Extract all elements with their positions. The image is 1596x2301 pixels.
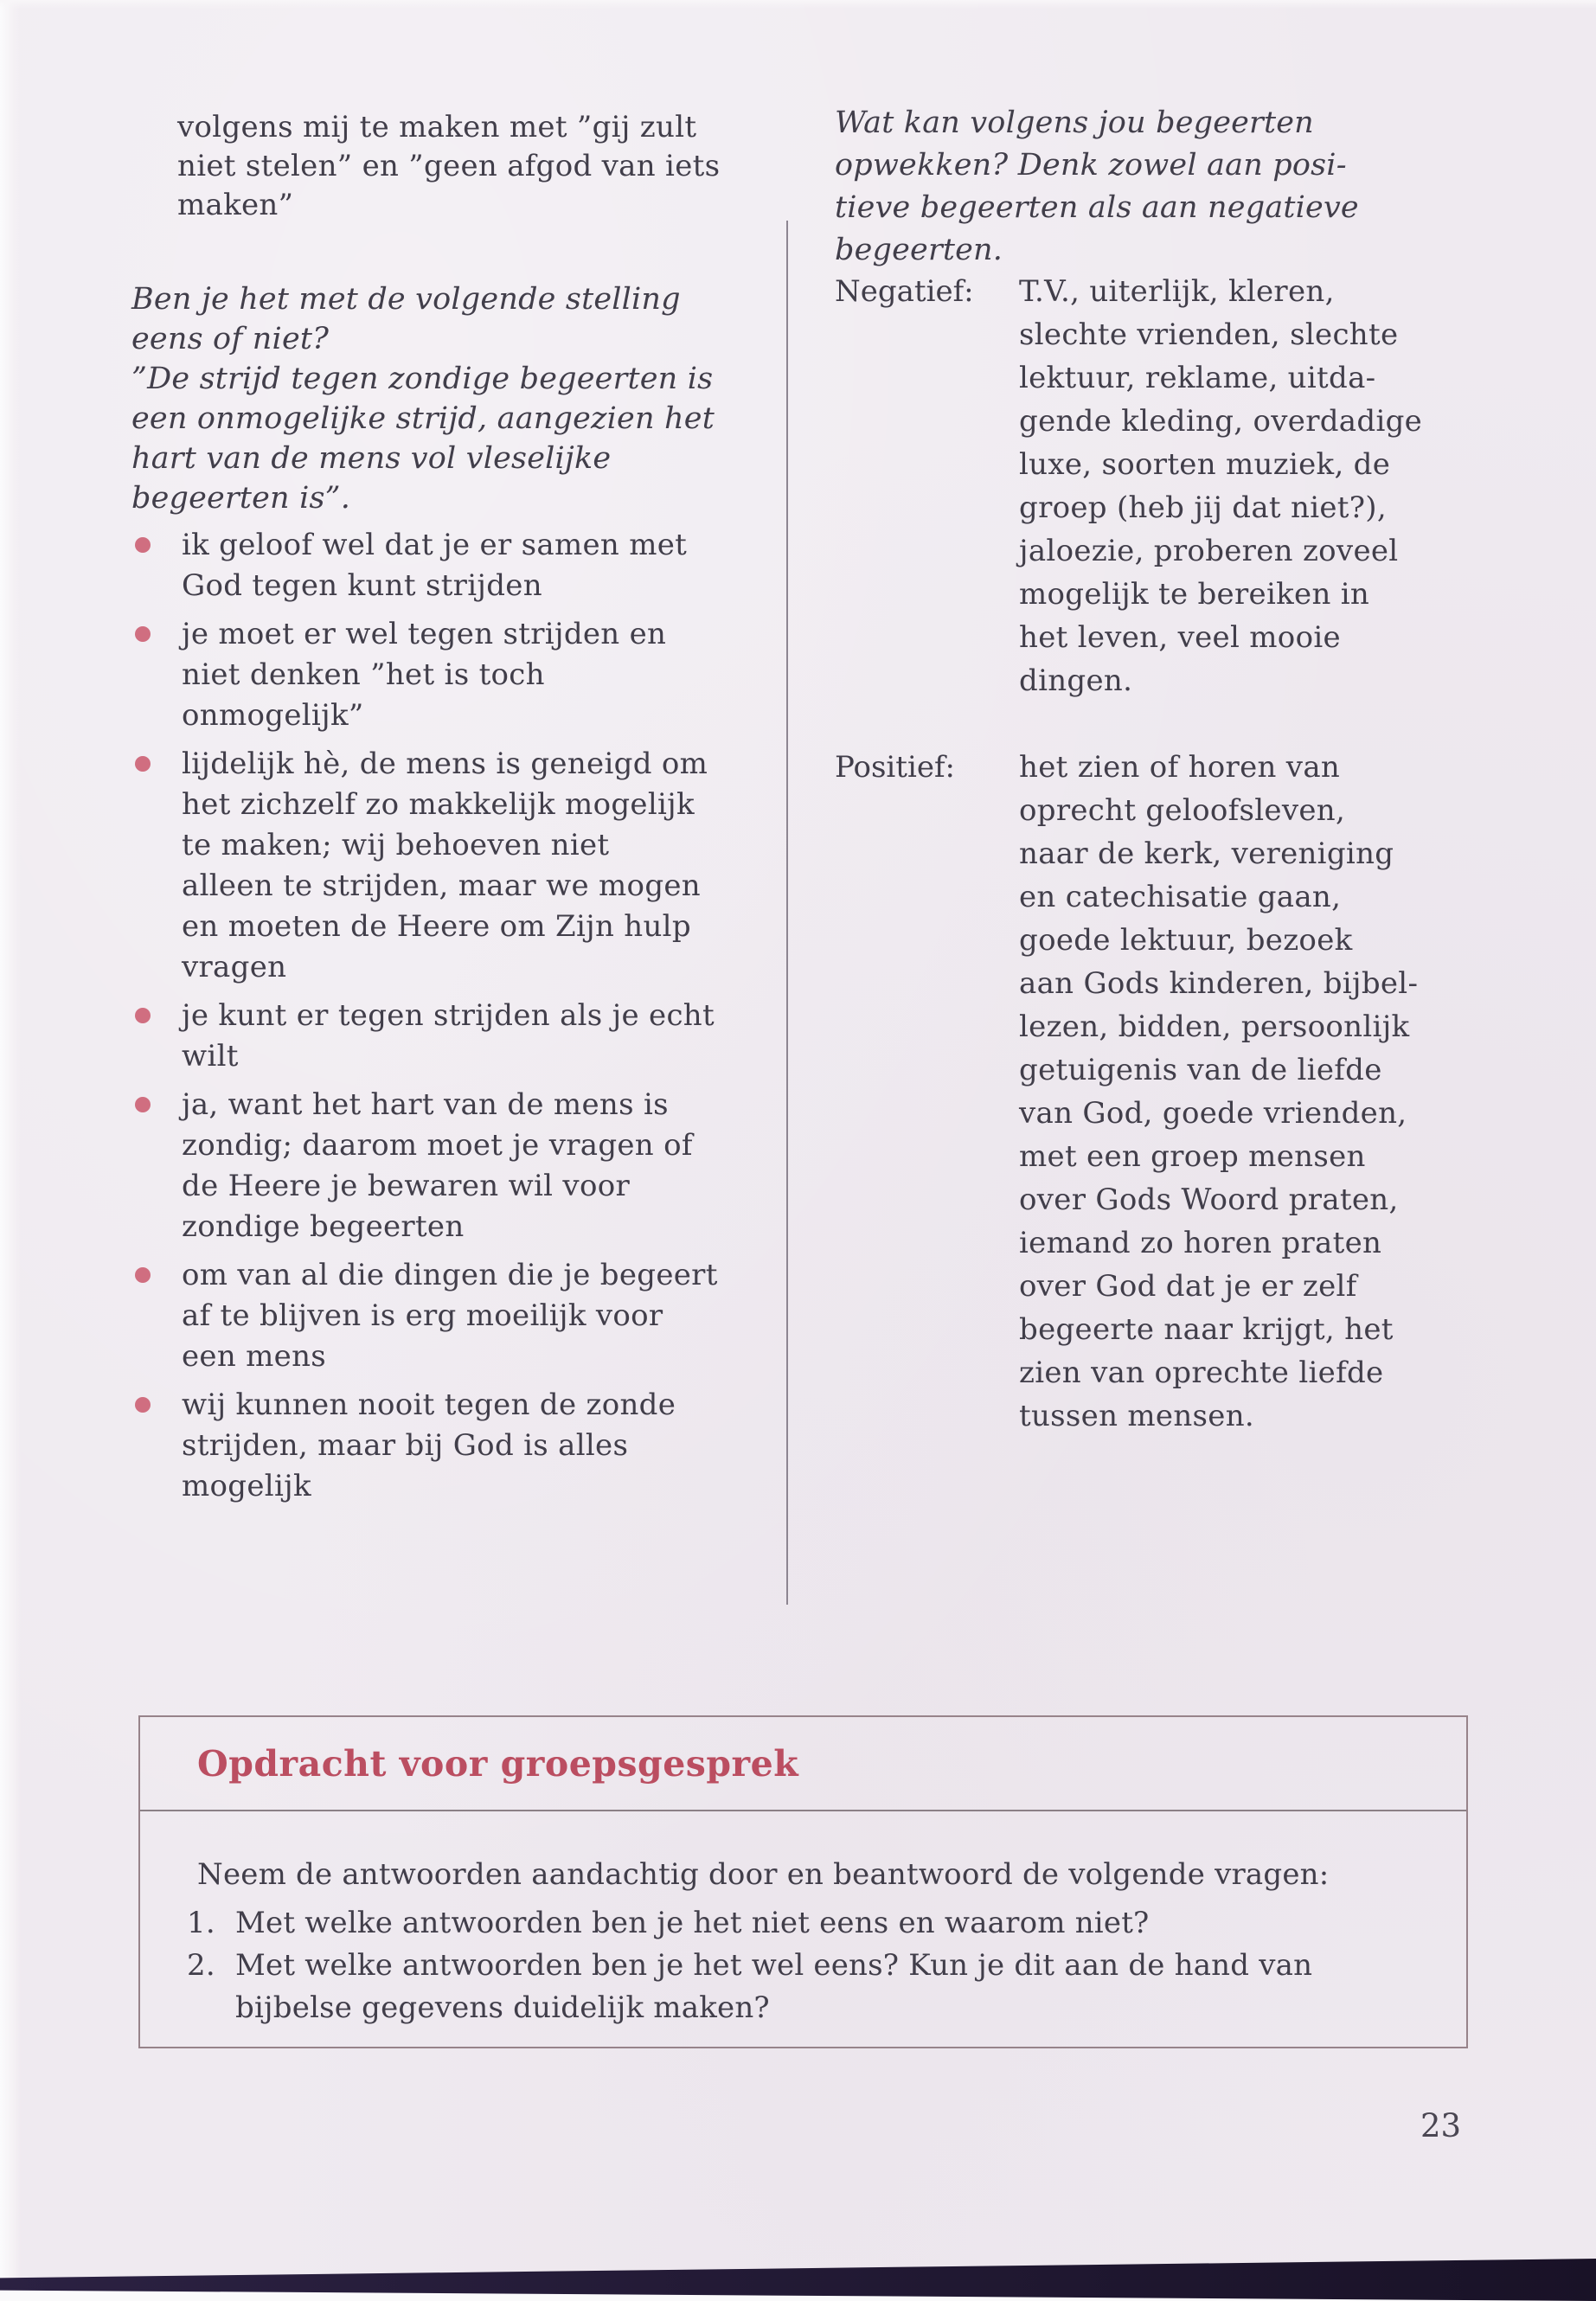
text-line: zondig; daarom moet je vragen of: [182, 1128, 693, 1163]
text-line: mogelijk te bereiken in: [1019, 577, 1370, 612]
text-line: goede lektuur, bezoek: [1019, 923, 1353, 958]
text-line: Wat kan volgens jou begeerten: [835, 106, 1314, 140]
assignment-box-separator: [140, 1810, 1466, 1811]
text-line: over God dat je er zelf: [1019, 1269, 1357, 1304]
bullet-dot-icon: [135, 626, 151, 642]
text-line: alleen te strijden, maar we mogen: [182, 868, 702, 903]
negatief-content: [1019, 270, 1422, 702]
column-divider-line: [786, 221, 788, 1605]
text-line: en moeten de Heere om Zijn hulp: [182, 909, 691, 944]
text-line: God tegen kunt strijden: [182, 568, 542, 603]
bullet-item: [131, 1255, 718, 1377]
text-line: jaloezie, proberen zoveel: [1019, 534, 1399, 568]
bullet-dot-icon: [135, 1267, 151, 1283]
text-line: om van al die dingen die je begeert: [182, 1258, 718, 1292]
text-line: lektuur, reklame, uitda-: [1019, 361, 1376, 395]
text-line: ”De strijd tegen zondige begeerten is: [131, 362, 714, 396]
bullet-dot-icon: [135, 1097, 151, 1112]
bullet-dot-icon: [135, 756, 151, 772]
assignment-box-intro: Neem de antwoorden aandachtig door en beantwoord de volgende vragen:: [197, 1857, 1330, 1892]
text-line: eens of niet?: [131, 322, 330, 356]
text-line: maken”: [177, 188, 294, 222]
text-line: af te blijven is erg moeilijk voor: [182, 1298, 663, 1333]
text-line: Met welke antwoorden ben je het niet eens en waarom niet?: [235, 1906, 1150, 1940]
text-line: mogelijk: [182, 1469, 311, 1503]
text-line: tieve begeerten als aan negatieve: [835, 190, 1359, 225]
bullet-dot-icon: [135, 537, 151, 553]
text-line: onmogelijk”: [182, 698, 364, 733]
bullet-item: [131, 996, 718, 1077]
text-line: begeerte naar krijgt, het: [1019, 1312, 1394, 1347]
scan-edge-left: [0, 0, 21, 2301]
text-line: hart van de mens vol vleselijke: [131, 441, 612, 476]
text-line: naar de kerk, vereniging: [1019, 836, 1394, 871]
text-line: opwekken? Denk zowel aan posi-: [835, 148, 1347, 183]
text-line: je kunt er tegen strijden als je echt: [182, 998, 715, 1033]
text-line: lijdelijk hè, de mens is geneigd om: [182, 747, 708, 781]
text-line: bijbelse gegevens duidelijk maken?: [235, 1990, 770, 2025]
text-line: T.V., uiterlijk, kleren,: [1019, 274, 1335, 309]
bullet-dot-icon: [135, 1397, 151, 1413]
bullet-list: [131, 525, 718, 1515]
text-line: begeerten.: [835, 233, 1003, 267]
text-line: de Heere je bewaren wil voor: [182, 1169, 631, 1203]
assignment-item-text: [235, 1902, 1150, 1945]
bullet-dot-icon: [135, 1008, 151, 1023]
text-line: groep (heb jij dat niet?),: [1019, 490, 1387, 525]
text-line: iemand zo horen praten: [1019, 1226, 1382, 1260]
paragraph-quote-continuation: [177, 108, 720, 225]
text-line: van God, goede vrienden,: [1019, 1096, 1407, 1131]
positief-content: [1019, 746, 1418, 1438]
text-line: aan Gods kinderen, bijbel-: [1019, 966, 1419, 1001]
text-line: een mens: [182, 1339, 327, 1374]
bullet-item: [131, 614, 718, 736]
text-line: oprecht geloofsleven,: [1019, 793, 1346, 828]
text-line: niet denken ”het is toch: [182, 657, 545, 692]
assignment-item-text: [235, 1945, 1312, 2029]
text-line: volgens mij te maken met ”gij zult: [177, 110, 697, 144]
text-line: strijden, maar bij God is alles: [182, 1428, 629, 1463]
page-number: 23: [1420, 2107, 1462, 2144]
assignment-item: [187, 1902, 1312, 1945]
text-line: met een groep mensen: [1019, 1139, 1366, 1174]
positief-label: Positief:: [835, 750, 955, 785]
text-line: luxe, soorten muziek, de: [1019, 447, 1391, 482]
assignment-box: [138, 1715, 1468, 2048]
bullet-item: [131, 525, 718, 606]
text-line: zondige begeerten: [182, 1209, 465, 1244]
text-line: getuigenis van de liefde: [1019, 1053, 1382, 1087]
text-line: ik geloof wel dat je er samen met: [182, 528, 688, 562]
text-line: vragen: [182, 950, 287, 984]
paragraph-question-italic: [835, 102, 1359, 272]
text-line: dingen.: [1019, 663, 1133, 698]
paragraph-stelling-italic: [131, 279, 715, 518]
bullet-item: [131, 1085, 718, 1247]
bullet-item: [131, 1385, 718, 1507]
text-line: het zien of horen van: [1019, 750, 1341, 785]
text-line: begeerten is”.: [131, 481, 351, 516]
scan-edge-top: [0, 0, 1596, 9]
bullet-item: [131, 744, 718, 988]
text-line: Ben je het met de volgende stelling: [131, 282, 681, 317]
text-line: wij kunnen nooit tegen de zonde: [182, 1388, 676, 1422]
assignment-box-title: Opdracht voor groepsgesprek: [197, 1743, 799, 1785]
text-line: het zichzelf zo makkelijk mogelijk: [182, 787, 695, 822]
assignment-item-number: 1.: [187, 1906, 215, 1940]
negatief-label: Negatief:: [835, 274, 974, 309]
text-line: tussen mensen.: [1019, 1399, 1255, 1433]
text-line: lezen, bidden, persoonlijk: [1019, 1009, 1410, 1044]
assignment-item-number: 2.: [187, 1948, 215, 1983]
text-line: een onmogelijke strijd, aangezien het: [131, 401, 715, 436]
text-line: Met welke antwoorden ben je het wel eens? Kun je dit aan de hand van: [235, 1948, 1313, 1983]
text-line: zien van oprechte liefde: [1019, 1356, 1384, 1390]
text-line: slechte vrienden, slechte: [1019, 317, 1399, 352]
text-line: wilt: [182, 1039, 239, 1074]
assignment-item: [187, 1945, 1312, 2029]
text-line: over Gods Woord praten,: [1019, 1183, 1399, 1217]
text-line: niet stelen” en ”geen afgod van iets: [177, 149, 721, 183]
text-line: gende kleding, overdadige: [1019, 404, 1423, 439]
text-line: ja, want het hart van de mens is: [182, 1087, 669, 1122]
text-line: te maken; wij behoeven niet: [182, 828, 610, 862]
text-line: en catechisatie gaan,: [1019, 880, 1342, 914]
assignment-box-items: [187, 1902, 1312, 2029]
text-line: je moet er wel tegen strijden en: [182, 617, 667, 651]
text-line: het leven, veel mooie: [1019, 620, 1341, 655]
